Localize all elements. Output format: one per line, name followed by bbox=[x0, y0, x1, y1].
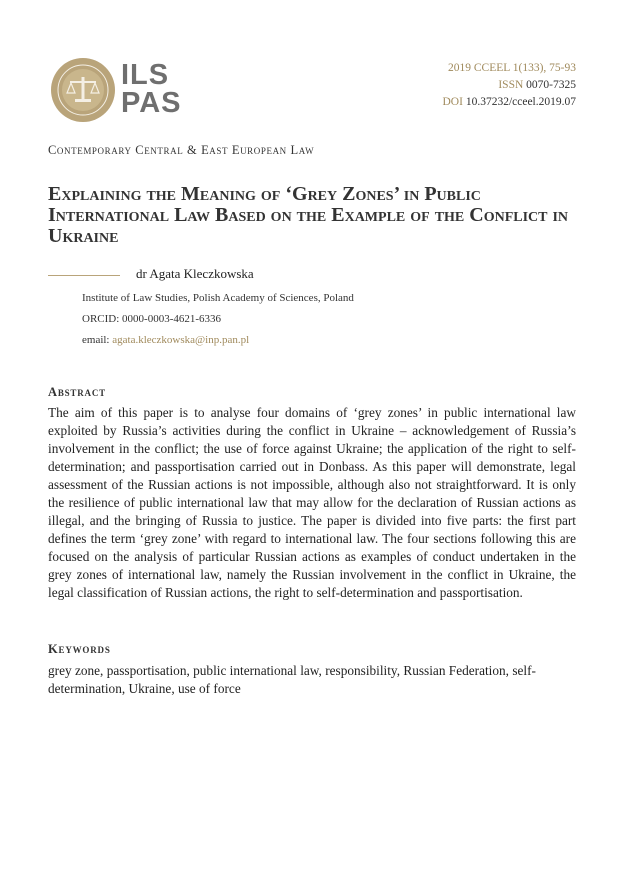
institute-seal-icon bbox=[50, 57, 116, 123]
abstract-text: The aim of this paper is to analyse four domains of ‘grey zones’ in public international law exploited by Russia’s activities during the conflict in Ukraine – acknowledgement of Russia’s involvement in the conflict; the use of force against Ukraine; the application of the right to self-determination; and passportisation carried out in Donbass. As this paper will demonstrate, legal assessment of the Russian actions is not impossible, although also not straightforward. It is only the resilience of public international law that may allow for the declaration of Russian actions as illegal, and the bringing of Russia to justice. The paper is divided into five parts: the first part defines the term ‘grey zone’ with regard to international law. The four sections following this are focused on the analysis of particular Russian actions as examples of conduct undertaken in the grey zones of international law, namely the Russian involvement in the conflict in Ukraine, the legal classification of Russian actions, the right to self-determination and passportisation. bbox=[48, 405, 576, 600]
publication-meta bbox=[442, 60, 576, 111]
logo-text-pas: PAS bbox=[121, 87, 182, 119]
author-email-link[interactable]: agata.kleczkowska@inp.pan.pl bbox=[112, 334, 250, 346]
ils-pas-logo bbox=[50, 57, 210, 123]
issn: ISSN 0070-7325 bbox=[498, 79, 576, 91]
keywords-text: grey zone, passportisation, public international law, responsibility, Russian Federation, self-determination, Ukraine, use of force bbox=[48, 663, 536, 696]
author-name: dr Agata Kleczkowska bbox=[136, 266, 254, 281]
keywords-heading: Keywords bbox=[48, 642, 111, 656]
author-orcid: ORCID: 0000-0003-4621-6336 bbox=[82, 313, 222, 325]
email-label: email: bbox=[82, 334, 110, 346]
author-affiliation: Institute of Law Studies, Polish Academy of Sciences, Poland bbox=[82, 292, 354, 304]
author-email-line bbox=[82, 334, 249, 346]
logo-text-ils: ILS bbox=[121, 59, 170, 91]
author-rule bbox=[48, 275, 120, 276]
doi: DOI 10.37232/cceel.2019.07 bbox=[442, 96, 576, 108]
journal-name: Contemporary Central & East European Law bbox=[48, 143, 315, 157]
citation: 2019 CCEEL 1(133), 75-93 bbox=[448, 62, 576, 74]
article-title: Explaining the Meaning of ‘Grey Zones’ in Public International Law Based on the Example of the Conflict in Ukraine bbox=[48, 183, 569, 247]
abstract-heading: Abstract bbox=[48, 385, 106, 399]
